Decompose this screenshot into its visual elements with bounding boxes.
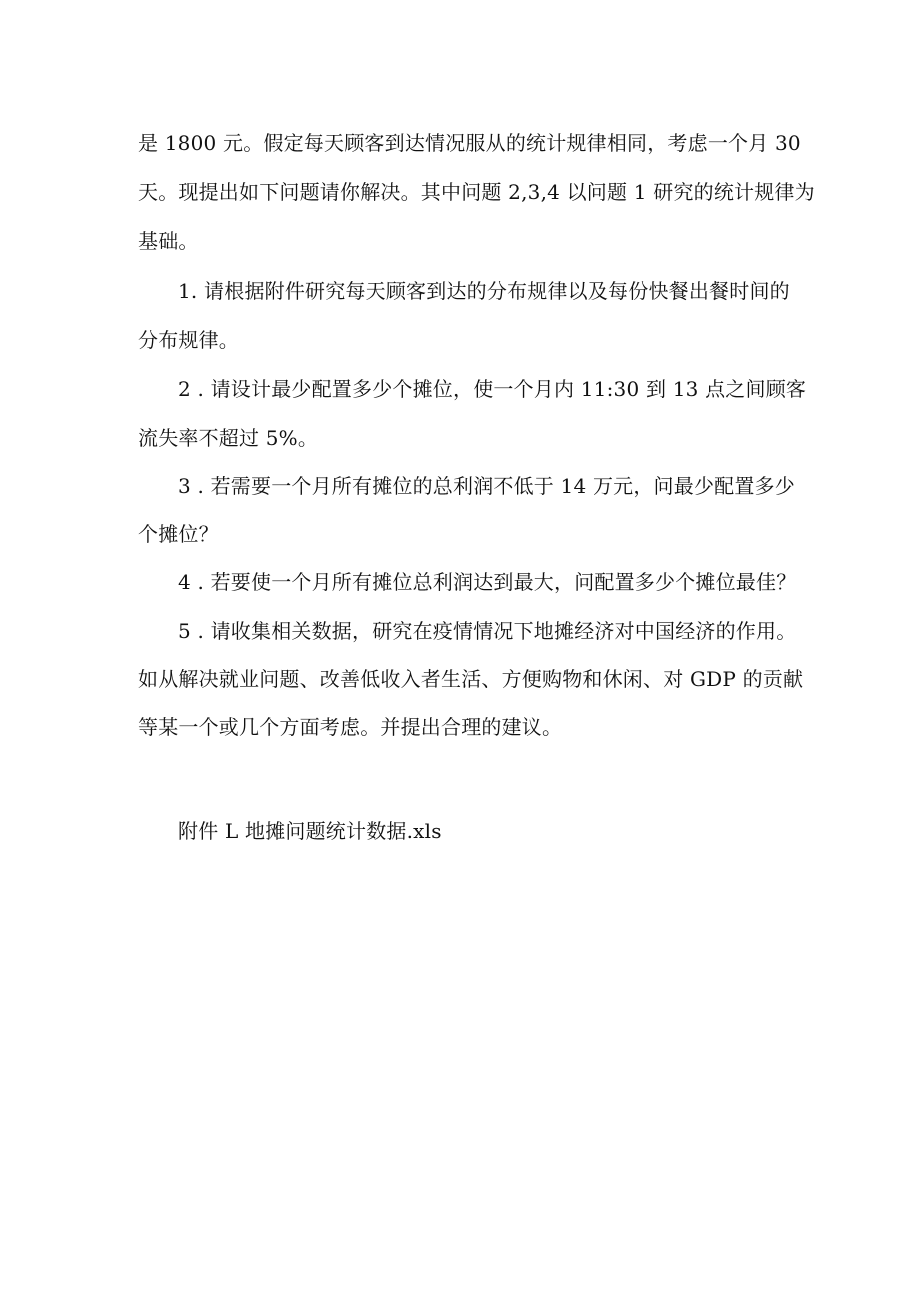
question-4-line-1: 4 . 若要使一个月所有摊位总利润达到最大，问配置多少个摊位最佳？	[178, 570, 797, 594]
intro-line-3: 基础。	[138, 229, 199, 253]
question-1-line-1: 1. 请根据附件研究每天顾客到达的分布规律以及每份快餐出餐时间的	[178, 279, 790, 303]
question-2-line-2: 流失率不超过 5%。	[138, 426, 319, 450]
question-3-line-2: 个摊位？	[138, 522, 219, 546]
attachment-filename: 附件 L 地摊问题统计数据.xls	[178, 819, 442, 843]
question-5-line-2: 如从解决就业问题、改善低收入者生活、方便购物和休闲、对 GDP 的贡献	[138, 667, 804, 691]
question-5-line-3: 等某一个或几个方面考虑。并提出合理的建议。	[138, 715, 563, 739]
question-2-line-1: 2 . 请设计最少配置多少个摊位，使一个月内 11:30 到 13 点之间顾客	[178, 377, 807, 401]
question-1-line-2: 分布规律。	[138, 328, 239, 352]
intro-line-1: 是 1800 元。假定每天顾客到达情况服从的统计规律相同，考虑一个月 30	[138, 131, 801, 155]
question-5-line-1: 5 . 请收集相关数据，研究在疫情情况下地摊经济对中国经济的作用。	[178, 619, 797, 643]
question-3-line-1: 3 . 若需要一个月所有摊位的总利润不低于 14 万元，问最少配置多少	[178, 474, 795, 498]
intro-line-2: 天。现提出如下问题请你解决。其中问题 2,3,4 以问题 1 研究的统计规律为	[138, 180, 815, 204]
